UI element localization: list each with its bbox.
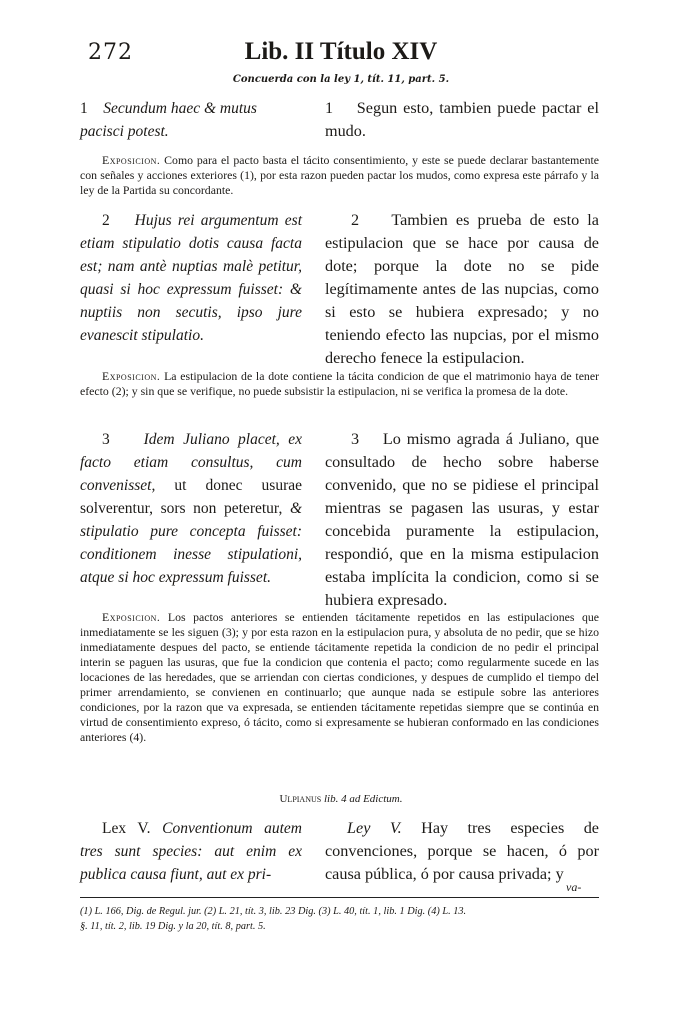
latin-paragraph-1 — [80, 97, 302, 143]
concordance-note: Concuerda con la ley 1, tít. 11, part. 5. — [232, 74, 450, 85]
exposicion-text-1: Como para el pacto basta el tácito consentimiento, y este se puede declarar bastantemente con señales y acciones exteriores (1), por esta razon pueden pactar los mudos, como expresa este párrafo y la ley de la Partida su concordante. — [80, 153, 599, 197]
catchword: va- — [566, 880, 582, 894]
exposicion-2 — [80, 369, 599, 399]
spanish-paragraph-2 — [325, 209, 599, 370]
latin-paragraph-3 — [80, 428, 302, 589]
spanish-paragraph-lex5 — [325, 817, 599, 886]
latin-text-3b: ut donec usurae solverentur, sors non peteretur, — [80, 477, 302, 517]
exposicion-text-3: Los pactos anteriores se entienden tácitamente repetidos en las estipulaciones que inmediatamente se les siguen (3); y por esta razon en la estipulacion pura, y absoluta de no pedir, que se hizo inmediatamente despues del pacto, se entiende tácitamente repetida la condicion de no pedir el principal interin se paguen las usuras, que fue la condicion que contenia el pacto; como regularmente sucede en las locaciones de las heredades, que se arriendan con ciertas condiciones, y despues de cumplido el tiempo del primer arrendamiento, se convienen en continuarlo; que aunque nada se estipule sobre las anteriores condiciones, por la razon que va expresada, se entienden tácitamente repetidas siempre que se continúa en virtud de consentimiento expreso, ó tácito, como si expresamente se hubieran conformado en las condiciones anteriores (4). — [80, 610, 599, 744]
spanish-paragraph-3 — [325, 428, 599, 612]
exposicion-text-2: La estipulacion de la dote contiene la tácita condicion de que el matrimonio haya de tener efecto (2); y sin que se verifique, no puede subsistir la estipulacion, ni se verifica la promesa de la dote. — [80, 369, 599, 398]
latin-number-3: 3 — [102, 431, 110, 448]
spanish-lex5-text: Hay tres especies de convenciones, porque se hacen, ó por causa pública, ó por causa privada; y — [325, 819, 599, 883]
footnote-rule — [80, 897, 599, 898]
latin-text-2: Hujus rei argumentum est etiam stipulatio dotis causa facta est; nam antè nuptias malè petitur, quasi si hoc expressum fuisset: & nuptiis non secutis, ipso jure evanescit stipulatio. — [80, 212, 302, 344]
spanish-text-1: Segun esto, tambien puede pactar el mudo. — [325, 99, 599, 140]
page-number: 272 — [88, 40, 133, 65]
latin-text-3c: & stipulatio pure concepta fuisset: conditionem inesse stipulationi, atque si hoc expressum fuisset. — [80, 500, 303, 586]
spanish-paragraph-1 — [325, 97, 599, 143]
page-title: Lib. II Título XIV — [244, 38, 438, 65]
latin-text-1: Secundum haec & mutus pacisci potest. — [80, 100, 257, 140]
footnote-line-1: (1) L. 166, Dig. de Regul. jur. (2) L. 21, tít. 3, lib. 23 Dig. (3) L. 40, tít. 1, lib. 1 Dig. (4) L. 13. — [80, 906, 467, 917]
spanish-lex5-lead: Ley V. — [347, 819, 402, 837]
exposicion-label-1: Exposicion. — [102, 153, 161, 167]
spanish-text-2: Tambien es prueba de esto la estipulacion que se hace por causa de dote; porque la dote no se pide legítimamente antes de las nupcias, como si esto se hubiera expresado; y no teniendo efecto las nupcias, por el mismo derecho fenece la estipulacion. — [325, 211, 599, 367]
latin-text-3a: Idem Juliano placet, ex facto etiam consultus, cum convenisset, — [80, 431, 303, 494]
latin-paragraph-lex5 — [80, 817, 302, 886]
source-author: Ulpianus — [279, 793, 322, 805]
latin-number-2: 2 — [102, 212, 110, 229]
spanish-number-1: 1 — [325, 99, 334, 117]
spanish-text-3: Lo mismo agrada á Juliano, que consultado de hecho sobre haberse convenido, que no se pidiese el principal mientras se pagasen las usuras, y estar concebida puramente la estipulacion, respondió, que en la misma estipulacion estaba implícita la condicion, como si se hubiera expresado. — [325, 430, 599, 609]
footnotes — [80, 904, 599, 934]
source-reference: lib. 4 ad Edictum. — [323, 793, 403, 805]
spanish-number-3: 3 — [351, 430, 360, 448]
latin-lex5-lead: Lex V. — [102, 820, 151, 837]
footnote-line-2: §. 11, tít. 2, lib. 19 Dig. y la 20, tít. 8, part. 5. — [80, 921, 266, 932]
exposicion-label-3: Exposicion. — [102, 610, 161, 624]
exposicion-label-2: Exposicion. — [102, 369, 161, 383]
latin-lex5-text: Conventionum autem tres sunt species: aut enim ex publica causa fiunt, aut ex pri- — [80, 820, 302, 883]
source-citation — [0, 793, 682, 805]
latin-paragraph-2 — [80, 209, 302, 347]
exposicion-3 — [80, 610, 599, 745]
latin-number-1: 1 — [80, 100, 88, 117]
spanish-number-2: 2 — [351, 211, 360, 229]
exposicion-1 — [80, 153, 599, 198]
